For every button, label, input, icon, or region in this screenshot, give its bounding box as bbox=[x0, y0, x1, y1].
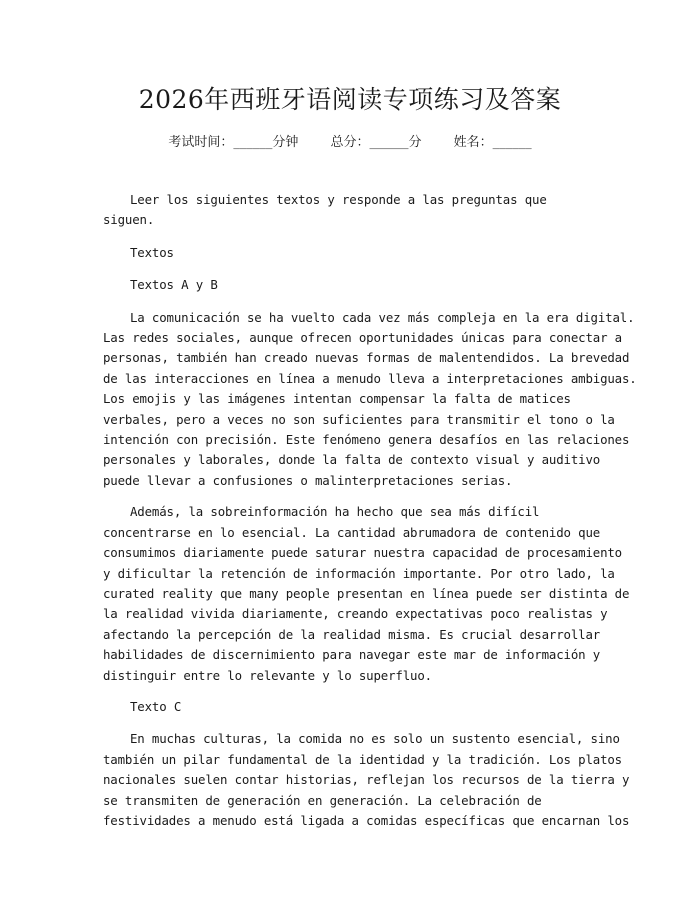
document-body bbox=[103, 190, 637, 842]
section-heading-texto-c: Texto C bbox=[130, 698, 182, 714]
section-heading-textos-a-b: Textos A y B bbox=[130, 277, 218, 293]
paragraph-2-line: distinguir entre lo relevante y lo superfluo. bbox=[103, 667, 432, 683]
paragraph-2-line: y dificultar la retención de información importante. Por otro lado, la bbox=[103, 565, 615, 581]
paragraph-2-line: la realidad vivida diariamente, creando expectativas poco realistas y bbox=[103, 606, 608, 622]
paragraph-1-line: personales y laborales, donde la falta de contexto visual y auditivo bbox=[103, 452, 601, 468]
document-title: 2026年西班牙语阅读专项练习及答案 bbox=[138, 85, 562, 114]
paragraph-2-line: habilidades de discernimiento para navegar este mar de información y bbox=[103, 647, 601, 663]
paragraph-1-line: verbales, pero a veces no son suficientes para transmitir el tono o la bbox=[103, 411, 615, 427]
exam-meta-line bbox=[0, 131, 700, 150]
paragraph-1-line: Los emojis y las imágenes intentan compensar la falta de matices bbox=[103, 391, 571, 407]
paragraph-3-line: festividades a menudo está ligada a comidas específicas que encarnan los bbox=[103, 812, 630, 828]
paragraph-2-line: Además, la sobreinformación ha hecho que sea más difícil bbox=[130, 504, 540, 520]
paragraph-1-line: Las redes sociales, aunque ofrecen oportunidades únicas para conectar a bbox=[103, 330, 622, 346]
paragraph-2-line: consumimos diariamente puede saturar nuestra capacidad de procesamiento bbox=[103, 545, 622, 561]
paragraph-2-line: curated reality que many people presentan en línea puede ser distinta de bbox=[103, 585, 630, 601]
paragraph-2 bbox=[103, 502, 630, 686]
paragraph-1-line: puede llevar a confusiones o malinterpretaciones serias. bbox=[103, 472, 513, 488]
paragraph-3-line: nacionales suelen contar historias, reflejan los recursos de la tierra y bbox=[103, 772, 630, 788]
paragraph-3-line: En muchas culturas, la comida no es solo un sustento esencial, sino bbox=[130, 731, 620, 747]
total-score-label: 总分：______分 bbox=[330, 135, 422, 150]
student-name-label: 姓名：______ bbox=[453, 135, 532, 150]
paragraph-2-line: concentrarse en lo esencial. La cantidad abrumadora de contenido que bbox=[103, 524, 601, 540]
paragraph-1-line: La comunicación se ha vuelto cada vez más compleja en la era digital. bbox=[130, 309, 635, 325]
paragraph-3-line: se transmiten de generación en generación. La celebración de bbox=[103, 792, 542, 808]
paragraph-1-line: intención con precisión. Este fenómeno genera desafíos en las relaciones bbox=[103, 432, 630, 448]
paragraph-3-line: también un pilar fundamental de la identidad y la tradición. Los platos bbox=[103, 751, 622, 767]
exam-time-label: 考试时间：______分钟 bbox=[168, 135, 299, 150]
paragraph-3 bbox=[103, 729, 630, 831]
paragraph-2-line: afectando la percepción de la realidad misma. Es crucial desarrollar bbox=[103, 626, 601, 642]
paragraph-1-line: personas, también han creado nuevas formas de malentendidos. La brevedad bbox=[103, 350, 630, 366]
paragraph-1-line: de las interacciones en línea a menudo lleva a interpretaciones ambiguas. bbox=[103, 370, 637, 386]
paragraph-1 bbox=[103, 308, 637, 492]
instruction-text: Leer los siguientes textos y responde a las preguntas que siguen. bbox=[103, 192, 547, 228]
section-heading-textos: Textos bbox=[130, 244, 174, 260]
